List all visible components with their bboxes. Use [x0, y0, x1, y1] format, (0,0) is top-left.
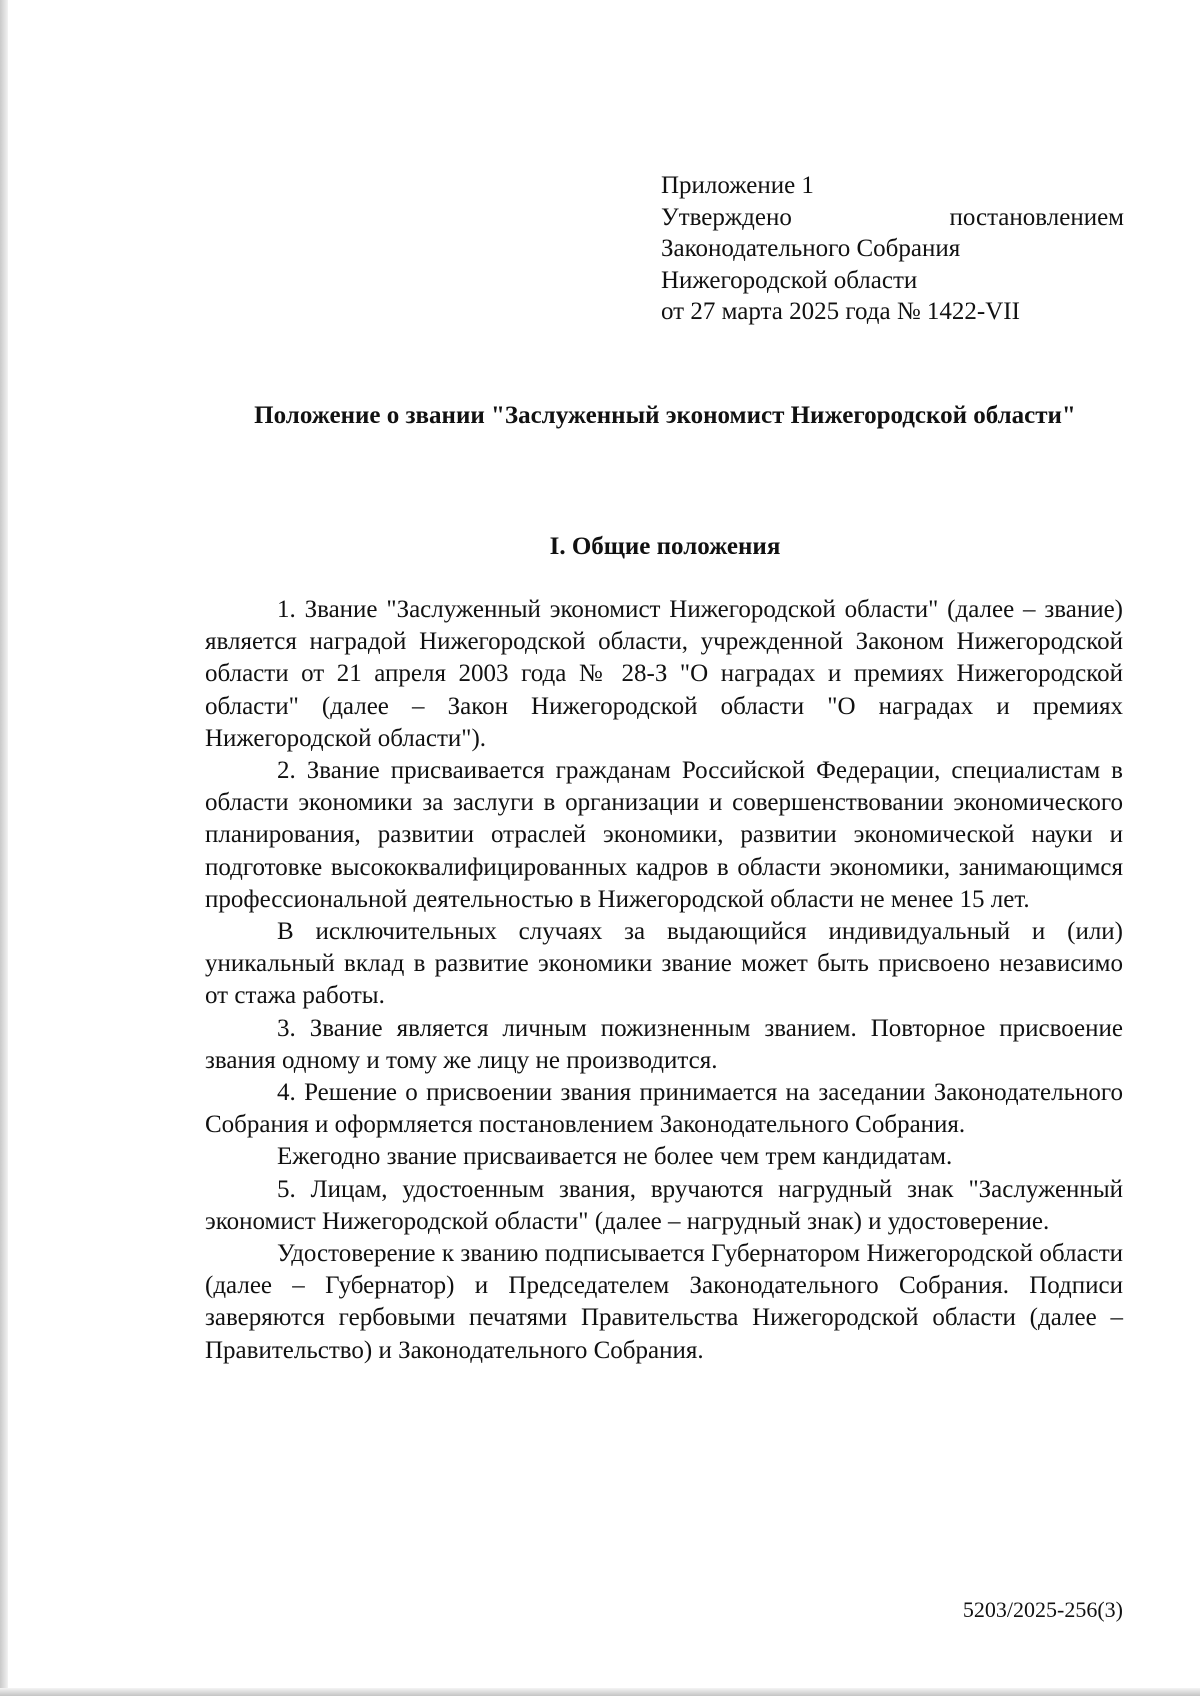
approval-line-approved: Утверждено постановлением: [661, 203, 1124, 231]
section-heading: I. Общие положения: [549, 533, 781, 560]
document-title: Положение о звании "Заслуженный экономист Нижегородской области": [254, 402, 1076, 429]
paragraph-5-certificate: Удостоверение к званию подписывается Губернатором Нижегородской области (далее – Губернатор) и Председателем Законодательного Собрания. Подписи заверяются гербовыми печатями Правительства Нижегородской области (далее – Правительство) и Законодательного Собрания.: [205, 1240, 1123, 1364]
approval-line-appendix: Приложение 1: [661, 172, 814, 199]
approval-block: [661, 170, 1124, 328]
approval-line-date-number: от 27 марта 2025 года № 1422-VII: [661, 298, 1020, 325]
scan-edge-bottom: [0, 1688, 1200, 1696]
paragraph-4-annual-limit: Ежегодно звание присваивается не более чем трем кандидатам.: [277, 1143, 953, 1171]
paragraph-2: 2. Звание присваивается гражданам Российской Федерации, специалистам в области экономики за заслуги в организации и совершенствовании экономического планирования, развитии отраслей экономики, развитии экономической науки и подготовке высококвалифицированных кадров в области экономики, занимающимся профессиональной деятельностью в Нижегородской области не менее 15 лет.: [205, 757, 1123, 913]
document-body: [205, 594, 1123, 1367]
paragraph-5: 5. Лицам, удостоенным звания, вручаются нагрудный знак "Заслуженный экономист Нижегородской области" (далее – нагрудный знак) и удостоверение.: [205, 1175, 1123, 1235]
approval-line-assembly: Законодательного Собрания: [661, 235, 961, 262]
approval-line-region: Нижегородской области: [661, 266, 918, 294]
paragraph-3: 3. Звание является личным пожизненным званием. Повторное присвоение звания одному и тому же лицу не производится.: [205, 1014, 1123, 1074]
paragraph-4: 4. Решение о присвоении звания принимается на заседании Законодательного Собрания и оформляется постановлением Законодательного Собрания.: [205, 1079, 1123, 1139]
paragraph-1: 1. Звание "Заслуженный экономист Нижегородской области" (далее – звание) является наградой Нижегородской области, учрежденной Законом Нижегородской области от 21 апреля 2003 года № 28-З "О наградах и премиях Нижегородской области" (далее – Закон Нижегородской области "О наградах и премиях Нижегородской области").: [205, 596, 1123, 752]
paragraph-2-exception: В исключительных случаях за выдающийся индивидуальный и (или) уникальный вклад в развитие экономики звание может быть присвоено независимо от стажа работы.: [205, 918, 1123, 1010]
document-number: 5203/2025-256(3): [962, 1597, 1123, 1622]
scan-edge-left: [0, 0, 8, 1696]
